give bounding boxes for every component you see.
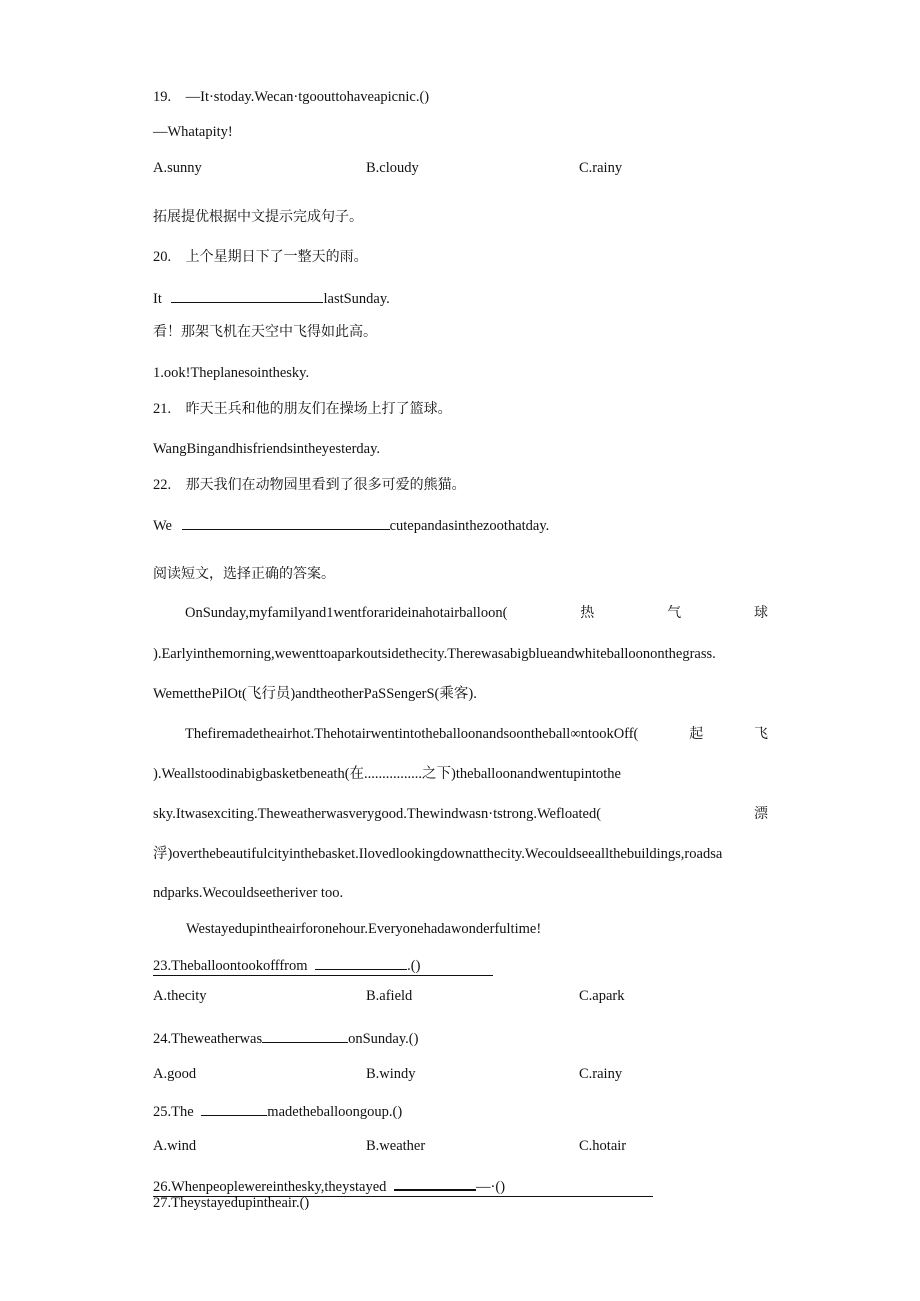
q21-prompt: 21. 昨天王兵和他的朋友们在操场上打了篮球。 (153, 401, 452, 417)
q24-option-a: A.good (153, 1066, 197, 1082)
q22-blank[interactable] (182, 515, 390, 530)
reading-p2-line5: ndparks.Wecouldseetheriver too. (153, 885, 344, 901)
q24-blank[interactable] (262, 1028, 348, 1043)
q20-prompt: 20. 上个星期日下了一整天的雨。 (153, 249, 368, 265)
q23-option-c: C.apark (579, 988, 625, 1004)
extension-header: 拓展提优根据中文提示完成句子。 (153, 209, 363, 225)
q26-question: 26.Whenpeoplewereinthesky,theystayed —·() (153, 1175, 653, 1197)
q24-option-c: C.rainy (579, 1066, 623, 1082)
reading-p2-line1: Thefiremadetheairhot.Thehotairwentintotheballoonandsoontheball∞ntookOff( 起 飞 (185, 726, 768, 742)
q25-option-b: B.weather (366, 1138, 426, 1154)
q22-prompt: 22. 那天我们在动物园里看到了很多可爱的熊猫。 (153, 477, 466, 493)
q25-blank[interactable] (201, 1101, 267, 1116)
q22-answer-line: We cutepandasinthezoothatday. (153, 515, 549, 535)
q25-option-c: C.hotair (579, 1138, 627, 1154)
q19-question: 19. —It·stoday.Wecan·tgoouttohaveapicnic.() (153, 89, 430, 105)
q19-reply: —Whatapity! (153, 124, 233, 140)
reading-p1-line2: ).Earlyinthemorning,wewenttoaparkoutsidethecity.Therewasabigblueandwhiteballoononthegrass. (153, 646, 716, 662)
reading-header: 阅读短文，选择正确的答案。 (153, 566, 335, 582)
q20-answer-line: It lastSunday. (153, 288, 390, 308)
q19-option-a: A.sunny (153, 160, 202, 176)
reading-p3: Westayedupintheairforonehour.Everyonehadawonderfultime! (186, 921, 542, 937)
reading-p2-line4: 浮)overthebeautifulcityinthebasket.Ilovedlookingdownatthecity.Wecouldseeallthebuildings,roadsa (153, 846, 723, 862)
q23-option-a: A.thecity (153, 988, 207, 1004)
reading-p1-line3: WemetthePilOt(飞行员)andtheotherPaSSengerS(乘客). (153, 686, 477, 702)
q27-question: 27.Theystayedupintheair.() (153, 1195, 310, 1211)
q23-option-b: B.afield (366, 988, 413, 1004)
q25-question: 25.The madetheballoongoup.() (153, 1101, 402, 1121)
q20-blank[interactable] (171, 288, 323, 303)
q26-blank[interactable] (394, 1175, 476, 1191)
q20b-prompt: 看！那架飞机在天空中飞得如此高。 (153, 324, 377, 340)
q23-blank[interactable] (315, 955, 407, 970)
q19-option-c: C.rainy (579, 160, 623, 176)
q20b-answer-line: 1.ook!Theplanesointhesky. (153, 365, 310, 381)
reading-p2-line2: ).Weallstoodinabigbasketbeneath(在................之下)theballoonandwentupintothe (153, 766, 621, 782)
q24-option-b: B.windy (366, 1066, 416, 1082)
reading-p2-line3: sky.Itwasexciting.Theweatherwasverygood.Thewindwasn·tstrong.Wefloated( 漂 (153, 806, 768, 822)
q25-option-a: A.wind (153, 1138, 197, 1154)
q24-question: 24.Theweatherwas onSunday.() (153, 1028, 418, 1048)
q23-question: 23.Theballoontookofffrom .() (153, 955, 493, 976)
q19-option-b: B.cloudy (366, 160, 419, 176)
reading-p1-line1: OnSunday,myfamilyand1wentforarideinahotairballoon( 热 气 球 (185, 605, 768, 621)
q21-answer-line: WangBingandhisfriendsintheyesterday. (153, 441, 381, 457)
